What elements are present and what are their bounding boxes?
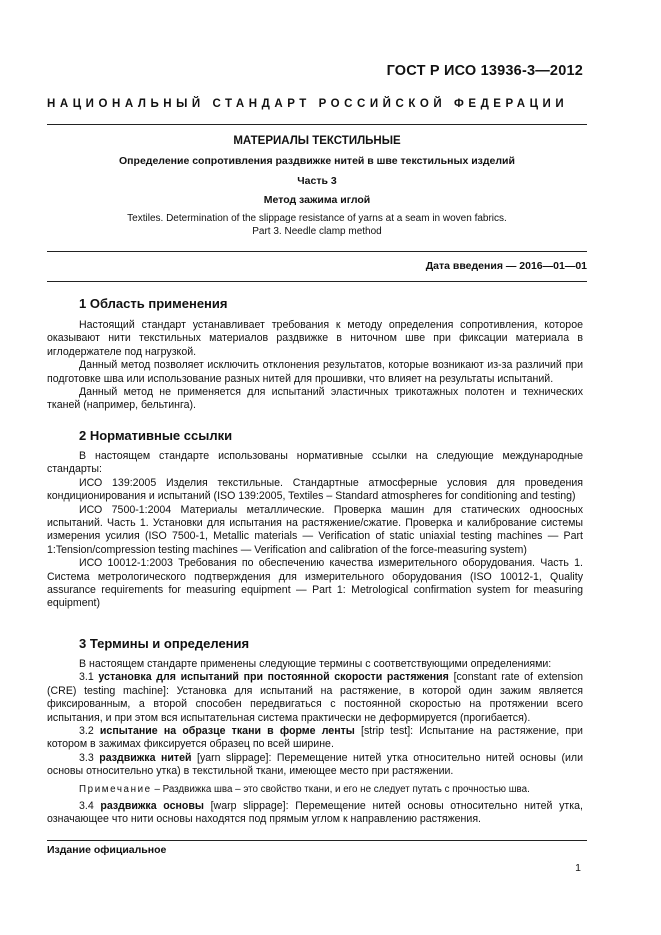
term-number: 3.4 xyxy=(79,800,94,813)
title-subtitle: Определение сопротивления раздвижке нитей в шве текстильных изделий xyxy=(119,155,515,167)
title-main: МАТЕРИАЛЫ ТЕКСТИЛЬНЫЕ xyxy=(233,135,401,147)
title-english xyxy=(47,213,587,238)
title-english-line1: Textiles. Determination of the slippage resistance of yarns at a seam in woven fabrics. xyxy=(127,213,507,224)
section2-heading: 2 Нормативные ссылки xyxy=(79,428,233,443)
section1-paragraph: Данный метод не применяется для испытаний эластичных трикотажных полотен и технических тканей (например, бельтинга). xyxy=(47,386,583,412)
term-name: установка для испытаний при постоянной скорости растяжения xyxy=(98,671,449,684)
term-number: 3.1 xyxy=(79,671,94,684)
title-method: Метод зажима иглой xyxy=(263,194,371,206)
term-definition: [warp slippage]: Перемещение нитей основы относительно нитей утка, означающее что нити основы находятся под прямым углом к направлению растяжения. xyxy=(47,800,583,826)
edition-label: Издание официальное xyxy=(47,844,167,856)
section3-body xyxy=(47,658,583,827)
term-number: 3.2 xyxy=(79,725,94,738)
section1-heading: 1 Область применения xyxy=(79,296,228,311)
title-english-line2: Part 3. Needle clamp method xyxy=(252,225,382,237)
page-number: 1 xyxy=(575,862,581,874)
term-3-3 xyxy=(47,752,583,779)
term-name: раздвижка нитей xyxy=(99,751,192,764)
term-name: испытание на образце ткани в форме ленты xyxy=(99,725,355,738)
footer-divider xyxy=(47,840,587,841)
section1-body xyxy=(47,319,583,413)
term-3-2 xyxy=(47,725,583,752)
note-label: Примечание xyxy=(79,783,152,795)
term-3-4 xyxy=(47,800,583,827)
note xyxy=(47,783,583,796)
section3-paragraph: В настоящем стандарте применены следующие термины с соответствующими определениями: xyxy=(79,658,552,670)
term-definition: [constant rate of extension (CRE) testing machine]: Установка для испытаний на растяжение, в которой один зажим является фиксированным, а второй способен передвигаться с постоянной скоростью на протяжении всего испытания, и при этом вся испытательная система практически не деформируется (прогибается). xyxy=(47,671,584,724)
section1-paragraph: Данный метод позволяет исключить отклонения результатов, которые возникают из-за различий при подготовке шва или использование разных нитей для прошивки, что влияет на результаты испытаний. xyxy=(47,359,583,385)
note-text: – Раздвижка шва – это свойство ткани, и его не следует путать с прочностью шва. xyxy=(151,783,530,795)
national-standard-banner: НАЦИОНАЛЬНЫЙ СТАНДАРТ РОССИЙСКОЙ ФЕДЕРАЦИИ xyxy=(47,98,569,110)
section2-body xyxy=(47,450,583,611)
reference-iso-7500-1: ИСО 7500-1:2004 Материалы металлические. Проверка машин для статических одноосных испытаний. Часть 1. Установки для испытания на растяжение/сжатие. Проверка и калибрование системы измерения усилия (ISO 7500-1, Metallic materials — Verification of static uniaxial testing machines — Part 1:Tension/compression testing machines — Verification and calibration of the force-measuring system) xyxy=(47,503,583,556)
introduction-date: Дата введения — 2016—01—01 xyxy=(425,260,587,272)
section3-heading: 3 Термины и определения xyxy=(79,636,250,651)
document-id: ГОСТ Р ИСО 13936-3—2012 xyxy=(386,63,583,79)
section2-paragraph: В настоящем стандарте использованы нормативные ссылки на следующие международные стандарты: xyxy=(47,450,583,476)
term-definition: [yarn slippage]: Перемещение нитей утка относительно нитей основы (или основы относительно утка) в текстильной ткани, имеющее место при растяжении. xyxy=(47,751,583,778)
term-3-1 xyxy=(47,671,583,725)
section1-paragraph: Настоящий стандарт устанавливает требования к методу определения сопротивления, которое оказывают нити текстильных материалов раздвижке в ниточном шве при фиксации материала в иглодержателе под нагрузкой. xyxy=(47,319,583,358)
top-divider xyxy=(47,124,587,125)
title-part: Часть 3 xyxy=(297,175,337,187)
term-name: раздвижка основы xyxy=(100,800,204,813)
reference-iso-139: ИСО 139:2005 Изделия текстильные. Стандартные атмосферные условия для проведения кондиционирования и испытаний (ISO 139:2005, Textiles – Standard atmospheres for conditioning and testing) xyxy=(47,476,583,503)
term-definition: [strip test]: Испытание на растяжение, при котором в зажимах фиксируется образец по всей ширине. xyxy=(47,725,583,751)
reference-iso-10012-1: ИСО 10012-1:2003 Требования по обеспечению качества измерительного оборудования. Часть 1. Система метрологического подтверждения для измерительного оборудования (ISO 10012-1, Quality assurance requirements for measuring equipment — Part 1: Metrological confirmation system for measuring equipment) xyxy=(47,557,583,610)
term-number: 3.3 xyxy=(79,751,94,764)
title-divider xyxy=(47,251,587,252)
date-divider xyxy=(47,281,587,282)
